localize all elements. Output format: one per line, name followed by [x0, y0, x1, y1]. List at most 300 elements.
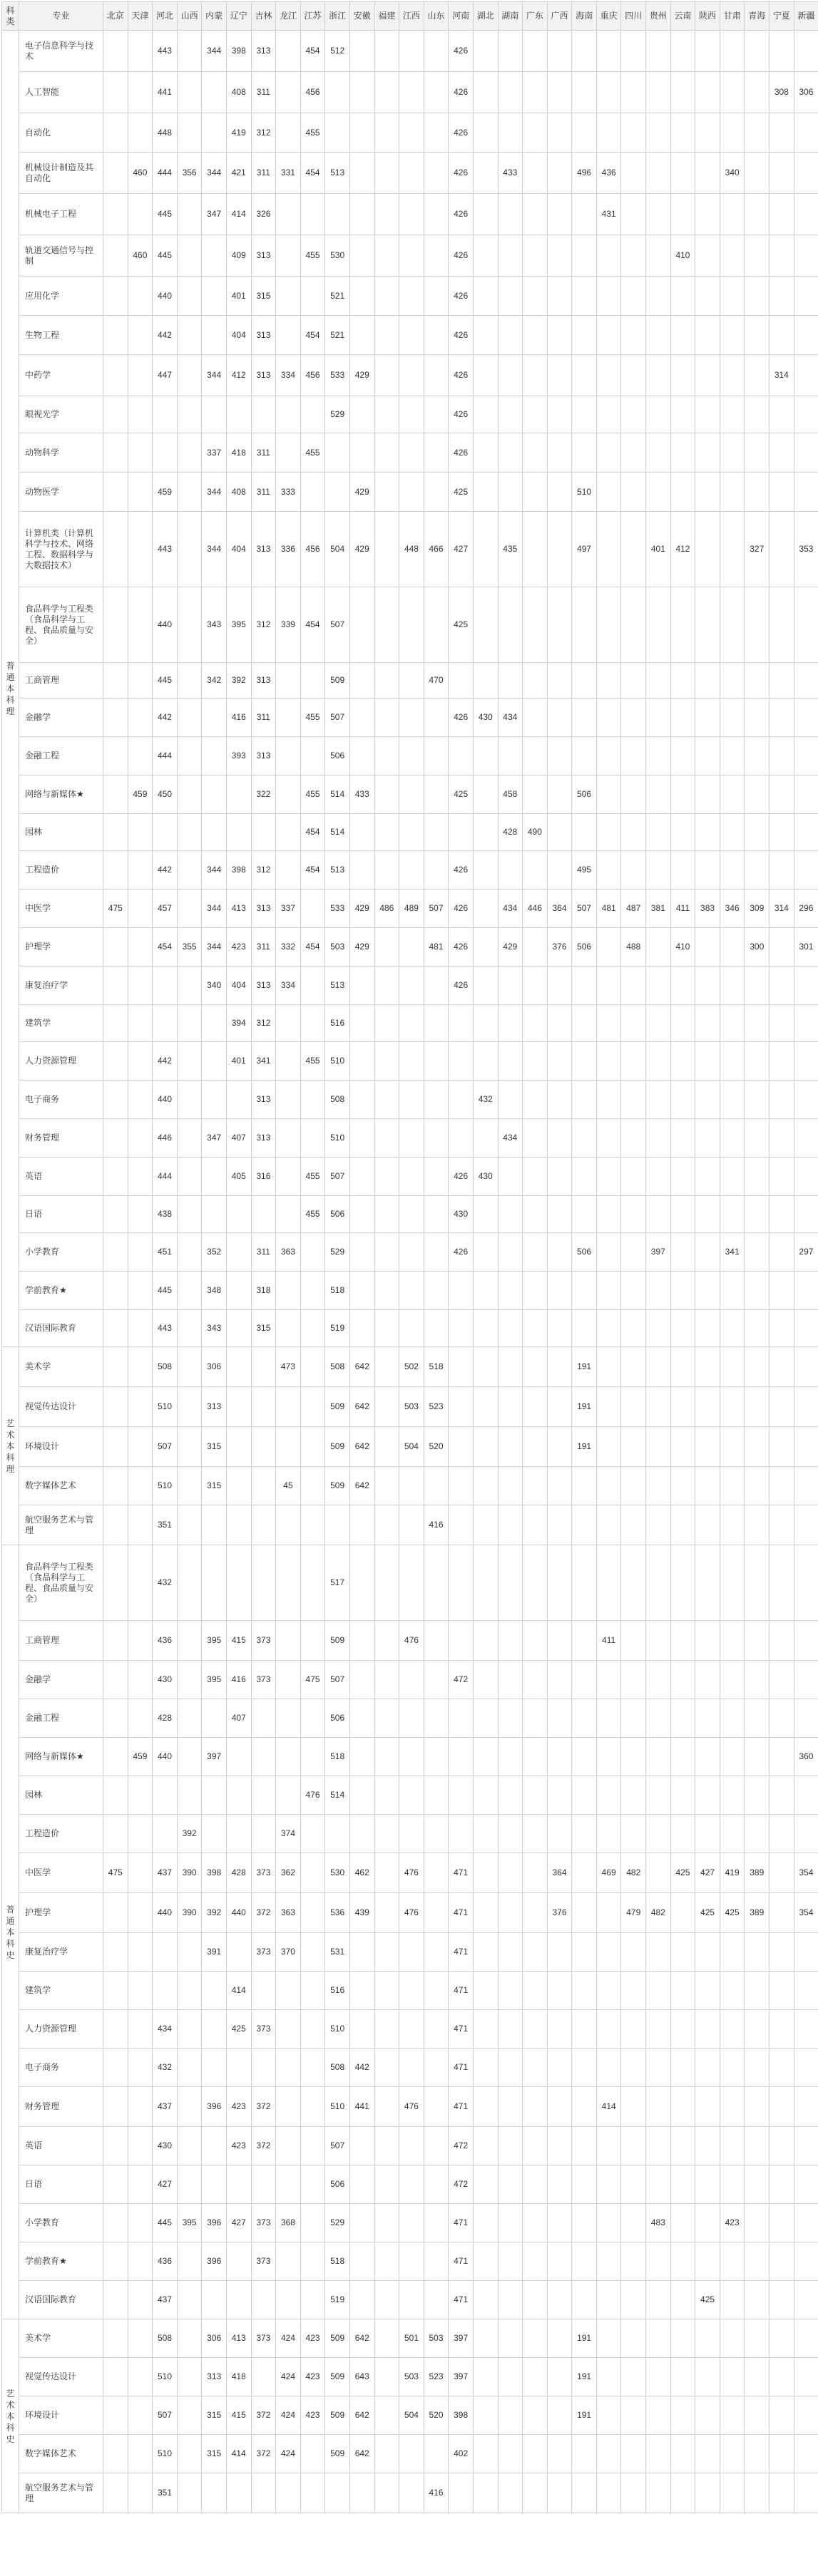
score-cell: 362: [276, 1853, 301, 1893]
score-cell: 426: [449, 699, 474, 737]
score-cell: [523, 72, 548, 113]
score-cell: [177, 277, 202, 316]
score-cell: 423: [226, 2087, 251, 2127]
score-cell: 506: [572, 1233, 597, 1272]
score-cell: 392: [177, 1815, 202, 1853]
score-cell: 510: [325, 2010, 350, 2049]
score-cell: [596, 1042, 621, 1081]
header-province: 海南: [572, 2, 597, 31]
major-cell: 汉语国际教育: [19, 1310, 103, 1347]
score-cell: 414: [226, 2435, 251, 2473]
score-cell: [646, 1621, 671, 1661]
score-cell: [646, 2049, 671, 2087]
score-cell: [103, 113, 128, 153]
score-cell: [670, 1272, 695, 1310]
score-cell: [177, 851, 202, 890]
score-cell: [177, 663, 202, 699]
score-cell: [770, 851, 794, 890]
major-cell: 网络与新媒体★: [19, 776, 103, 814]
score-cell: [349, 814, 374, 851]
major-cell: 网络与新媒体★: [19, 1738, 103, 1776]
score-cell: 523: [424, 1387, 449, 1427]
score-cell: [572, 2165, 597, 2204]
score-cell: [374, 851, 399, 890]
score-cell: [621, 1158, 646, 1196]
score-cell: [770, 1776, 794, 1815]
score-cell: [794, 433, 818, 473]
table-row: [2, 1893, 818, 1933]
score-cell: 390: [177, 1853, 202, 1893]
score-cell: [670, 1699, 695, 1738]
score-cell: [349, 1119, 374, 1158]
score-cell: 440: [226, 1893, 251, 1933]
score-cell: [226, 1272, 251, 1310]
score-cell: [523, 663, 548, 699]
score-cell: [745, 967, 770, 1005]
score-cell: 507: [153, 1427, 178, 1467]
score-cell: [720, 1042, 745, 1081]
score-cell: 372: [251, 2396, 276, 2435]
score-cell: 503: [424, 2319, 449, 2358]
score-cell: [374, 1387, 399, 1427]
score-cell: [177, 1387, 202, 1427]
score-cell: [720, 396, 745, 433]
score-cell: 333: [276, 473, 301, 512]
score-cell: [251, 1505, 276, 1545]
score-cell: [646, 2435, 671, 2473]
score-cell: [300, 1505, 325, 1545]
score-cell: 497: [572, 512, 597, 587]
score-cell: [720, 2473, 745, 2513]
score-cell: [720, 587, 745, 663]
score-cell: [596, 1893, 621, 1933]
score-cell: [794, 737, 818, 776]
score-cell: [103, 1427, 128, 1467]
score-cell: [374, 1347, 399, 1387]
score-cell: [596, 1119, 621, 1158]
score-cell: [745, 1467, 770, 1505]
score-cell: [670, 113, 695, 153]
score-cell: 520: [424, 2396, 449, 2435]
score-cell: [695, 1387, 720, 1427]
score-cell: [498, 1427, 523, 1467]
score-cell: [596, 235, 621, 277]
score-cell: [498, 2396, 523, 2435]
score-cell: [596, 2127, 621, 2165]
score-cell: [670, 737, 695, 776]
score-cell: [596, 2435, 621, 2473]
score-cell: [473, 2396, 498, 2435]
score-cell: [794, 699, 818, 737]
score-cell: 426: [449, 194, 474, 235]
score-cell: [572, 31, 597, 72]
score-cell: [226, 1347, 251, 1387]
score-cell: [547, 277, 572, 316]
major-cell: 生物工程: [19, 316, 103, 355]
score-cell: [300, 737, 325, 776]
score-cell: [547, 433, 572, 473]
score-cell: 322: [251, 776, 276, 814]
score-cell: [596, 699, 621, 737]
major-cell: 电子商务: [19, 2049, 103, 2087]
score-cell: [276, 316, 301, 355]
score-cell: [300, 2127, 325, 2165]
score-cell: [523, 1972, 548, 2010]
score-cell: [547, 153, 572, 194]
score-cell: [670, 2165, 695, 2204]
score-cell: [745, 1347, 770, 1387]
score-cell: [646, 2396, 671, 2435]
score-cell: [177, 1005, 202, 1042]
score-cell: [177, 113, 202, 153]
score-cell: 508: [153, 2319, 178, 2358]
score-cell: [276, 194, 301, 235]
score-cell: [596, 1505, 621, 1545]
score-cell: [103, 31, 128, 72]
score-cell: [374, 2242, 399, 2281]
score-cell: 472: [449, 2127, 474, 2165]
score-cell: [621, 1815, 646, 1853]
score-cell: [276, 2010, 301, 2049]
score-cell: [695, 776, 720, 814]
score-cell: 411: [596, 1621, 621, 1661]
score-cell: [646, 31, 671, 72]
score-cell: 346: [720, 890, 745, 928]
score-cell: [523, 2473, 548, 2513]
score-cell: [177, 814, 202, 851]
score-cell: [720, 113, 745, 153]
score-cell: [177, 355, 202, 396]
score-cell: [374, 72, 399, 113]
score-cell: 510: [572, 473, 597, 512]
score-cell: [202, 1196, 227, 1233]
score-cell: [177, 194, 202, 235]
score-cell: [547, 1081, 572, 1119]
score-cell: [177, 2396, 202, 2435]
score-cell: [103, 1196, 128, 1233]
score-cell: [670, 396, 695, 433]
header-province: 青海: [745, 2, 770, 31]
score-cell: 448: [153, 113, 178, 153]
score-cell: [374, 1661, 399, 1699]
score-cell: [374, 1042, 399, 1081]
score-cell: [523, 1738, 548, 1776]
score-cell: [794, 1699, 818, 1738]
score-cell: [547, 1661, 572, 1699]
score-cell: [226, 2049, 251, 2087]
score-cell: [745, 153, 770, 194]
score-cell: [523, 2358, 548, 2396]
score-cell: [523, 473, 548, 512]
score-cell: 313: [202, 1387, 227, 1427]
score-cell: [794, 1119, 818, 1158]
score-cell: [349, 1005, 374, 1042]
score-cell: [128, 1621, 153, 1661]
score-cell: [745, 113, 770, 153]
major-cell: 金融学: [19, 699, 103, 737]
score-cell: [770, 1467, 794, 1505]
score-cell: [745, 1661, 770, 1699]
score-cell: 451: [153, 1233, 178, 1272]
score-cell: [646, 1347, 671, 1387]
score-cell: [695, 663, 720, 699]
score-cell: [374, 699, 399, 737]
score-cell: 445: [153, 194, 178, 235]
score-cell: [670, 2396, 695, 2435]
score-cell: 404: [226, 512, 251, 587]
score-cell: [424, 1233, 449, 1272]
score-cell: [670, 1310, 695, 1347]
score-cell: [202, 1081, 227, 1119]
score-cell: [523, 2396, 548, 2435]
score-cell: [473, 2281, 498, 2319]
score-cell: [745, 1505, 770, 1545]
score-cell: [473, 1661, 498, 1699]
score-cell: 431: [596, 194, 621, 235]
score-cell: [498, 2049, 523, 2087]
score-cell: [399, 277, 424, 316]
score-cell: [349, 737, 374, 776]
score-cell: [473, 433, 498, 473]
score-cell: [424, 2049, 449, 2087]
score-cell: 533: [325, 890, 350, 928]
score-cell: [770, 776, 794, 814]
score-cell: [794, 1972, 818, 2010]
table-row: [2, 2358, 818, 2396]
major-cell: 财务管理: [19, 2087, 103, 2127]
score-cell: [794, 851, 818, 890]
score-cell: 507: [325, 2127, 350, 2165]
major-cell: 人力资源管理: [19, 1042, 103, 1081]
score-cell: [621, 699, 646, 737]
score-cell: [523, 31, 548, 72]
score-cell: [621, 2396, 646, 2435]
score-cell: [720, 1661, 745, 1699]
score-cell: [128, 814, 153, 851]
score-cell: [523, 1661, 548, 1699]
score-cell: [449, 1815, 474, 1853]
score-cell: [449, 1545, 474, 1621]
score-cell: [770, 1081, 794, 1119]
score-cell: [449, 1119, 474, 1158]
score-cell: [572, 2281, 597, 2319]
score-cell: 455: [300, 433, 325, 473]
score-cell: [770, 1893, 794, 1933]
score-cell: [770, 2010, 794, 2049]
score-cell: [745, 737, 770, 776]
score-cell: [745, 814, 770, 851]
score-cell: [399, 1699, 424, 1738]
score-cell: 508: [325, 2049, 350, 2087]
score-cell: 529: [325, 1233, 350, 1272]
score-cell: [177, 1310, 202, 1347]
score-cell: 510: [153, 1387, 178, 1427]
score-cell: 351: [153, 2473, 178, 2513]
score-cell: [547, 699, 572, 737]
score-cell: [300, 1699, 325, 1738]
score-cell: [523, 1505, 548, 1545]
score-cell: [399, 1661, 424, 1699]
score-cell: [523, 2049, 548, 2087]
score-cell: [349, 1272, 374, 1310]
score-cell: [523, 1042, 548, 1081]
header-province: 广东: [523, 2, 548, 31]
score-cell: [424, 1815, 449, 1853]
score-cell: [572, 396, 597, 433]
score-cell: 344: [202, 890, 227, 928]
score-cell: [399, 1738, 424, 1776]
score-cell: [374, 587, 399, 663]
score-cell: [399, 316, 424, 355]
score-cell: [720, 1972, 745, 2010]
major-cell: 中药学: [19, 355, 103, 396]
score-cell: 456: [300, 72, 325, 113]
score-cell: [473, 1621, 498, 1661]
score-cell: 514: [325, 776, 350, 814]
major-cell: 小学教育: [19, 2204, 103, 2242]
score-cell: [498, 1233, 523, 1272]
score-cell: 507: [325, 699, 350, 737]
score-cell: [202, 1042, 227, 1081]
score-cell: 506: [325, 1196, 350, 1233]
score-cell: 407: [226, 1119, 251, 1158]
score-cell: [547, 1815, 572, 1853]
score-cell: 518: [424, 1347, 449, 1387]
score-cell: [770, 1233, 794, 1272]
score-cell: [794, 1196, 818, 1233]
score-cell: [572, 1621, 597, 1661]
score-cell: [424, 72, 449, 113]
score-cell: 344: [202, 355, 227, 396]
score-cell: [695, 2010, 720, 2049]
score-cell: 642: [349, 1387, 374, 1427]
score-cell: [596, 1467, 621, 1505]
score-cell: [794, 153, 818, 194]
score-cell: 416: [226, 1661, 251, 1699]
score-cell: 495: [572, 851, 597, 890]
score-cell: 405: [226, 1158, 251, 1196]
score-cell: 354: [794, 1893, 818, 1933]
score-cell: 401: [226, 277, 251, 316]
score-cell: 383: [695, 890, 720, 928]
score-cell: [473, 2010, 498, 2049]
score-cell: [745, 277, 770, 316]
score-cell: [424, 814, 449, 851]
score-cell: [399, 967, 424, 1005]
score-cell: [153, 1005, 178, 1042]
score-cell: [621, 194, 646, 235]
score-cell: 311: [251, 72, 276, 113]
major-cell: 食品科学与工程类（食品科学与工程、食品质量与安全）: [19, 1545, 103, 1621]
score-cell: 347: [202, 194, 227, 235]
score-cell: 312: [251, 1005, 276, 1042]
score-cell: [202, 2049, 227, 2087]
score-cell: 429: [349, 473, 374, 512]
score-cell: [596, 2319, 621, 2358]
score-cell: 508: [325, 1347, 350, 1387]
score-cell: [670, 1621, 695, 1661]
score-cell: [103, 851, 128, 890]
score-cell: 413: [226, 2319, 251, 2358]
score-cell: [670, 1196, 695, 1233]
major-cell: 数字媒体艺术: [19, 1467, 103, 1505]
score-cell: [745, 2165, 770, 2204]
score-cell: [720, 1081, 745, 1119]
score-cell: 326: [251, 194, 276, 235]
score-cell: [251, 1196, 276, 1233]
score-cell: [770, 1933, 794, 1972]
score-cell: [300, 2010, 325, 2049]
score-cell: 314: [770, 355, 794, 396]
score-cell: [473, 316, 498, 355]
score-cell: [128, 2281, 153, 2319]
score-cell: 430: [473, 1158, 498, 1196]
score-cell: [103, 2127, 128, 2165]
score-cell: [202, 1005, 227, 1042]
score-cell: 315: [202, 1467, 227, 1505]
table-row: [2, 1427, 818, 1467]
score-cell: [374, 2319, 399, 2358]
score-cell: [424, 1158, 449, 1196]
score-cell: [720, 2396, 745, 2435]
score-cell: [498, 194, 523, 235]
score-cell: [745, 355, 770, 396]
score-cell: [424, 851, 449, 890]
score-cell: [646, 277, 671, 316]
score-cell: 363: [276, 1233, 301, 1272]
score-cell: [300, 1738, 325, 1776]
score-cell: [498, 72, 523, 113]
score-cell: [770, 2281, 794, 2319]
score-cell: 426: [449, 113, 474, 153]
score-cell: [424, 967, 449, 1005]
score-cell: [523, 2010, 548, 2049]
score-cell: 455: [300, 1196, 325, 1233]
score-cell: [572, 2435, 597, 2473]
score-cell: [498, 355, 523, 396]
score-cell: [202, 2010, 227, 2049]
score-cell: [226, 1196, 251, 1233]
score-cell: [621, 316, 646, 355]
score-cell: [473, 1042, 498, 1081]
score-cell: 436: [596, 153, 621, 194]
score-cell: [374, 1972, 399, 2010]
score-cell: [374, 737, 399, 776]
score-cell: [399, 2127, 424, 2165]
score-cell: [745, 1196, 770, 1233]
score-cell: 506: [325, 737, 350, 776]
score-cell: [103, 72, 128, 113]
score-cell: [670, 1158, 695, 1196]
score-cell: 341: [720, 1233, 745, 1272]
score-cell: [646, 851, 671, 890]
score-cell: 425: [449, 776, 474, 814]
header-province: 陕西: [695, 2, 720, 31]
score-cell: [103, 2204, 128, 2242]
score-cell: [794, 2165, 818, 2204]
header-province: 河北: [153, 2, 178, 31]
score-cell: 509: [325, 1621, 350, 1661]
score-cell: [128, 31, 153, 72]
score-cell: [473, 153, 498, 194]
score-cell: [349, 699, 374, 737]
score-cell: [770, 1310, 794, 1347]
score-cell: [572, 1158, 597, 1196]
score-cell: [547, 1972, 572, 2010]
score-cell: [523, 194, 548, 235]
score-cell: [424, 2010, 449, 2049]
score-cell: [745, 72, 770, 113]
